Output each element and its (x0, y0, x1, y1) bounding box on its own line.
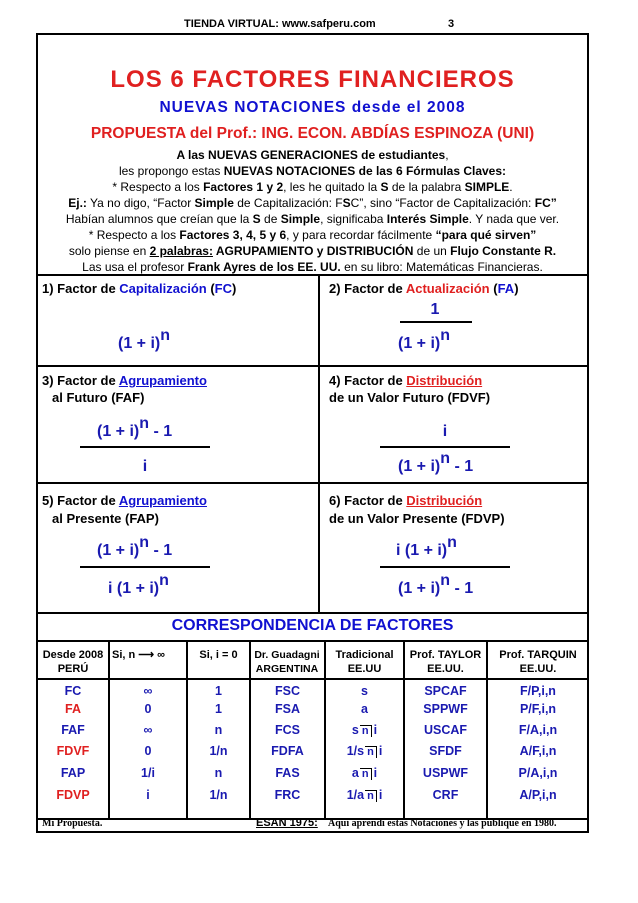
divider (36, 612, 589, 614)
table-cell: ∞ (143, 723, 153, 737)
divider (36, 678, 589, 680)
intro-line-8: Las usa el profesor Frank Ayres de los EE. UU. en su libro: Matemáticas Financieras. (82, 260, 543, 274)
table-cell: 1/n (209, 744, 228, 758)
table-cell: 1/a n i (346, 788, 383, 802)
table-cell: 1 (215, 702, 222, 716)
divider (36, 640, 589, 642)
table-cell: n (214, 723, 223, 737)
table-cell: 1/i (141, 766, 155, 780)
table-cell: 1/n (209, 788, 228, 802)
fraction-bar (80, 446, 210, 448)
table-cell: A/F,i,n (519, 744, 557, 758)
table-cell: FRC (274, 788, 301, 802)
table-cell: a (361, 702, 368, 716)
col-header-tarquin: Prof. TARQUIN EE.UU. (499, 649, 577, 675)
col-header-taylor: Prof. TAYLOR EE.UU. (409, 649, 482, 675)
fraction-bar (80, 566, 210, 568)
factor-4-subtitle: de un Valor Futuro (FDVF) (329, 390, 491, 405)
angle-rate: i (378, 744, 383, 758)
table-cell: 1/s n i (346, 744, 383, 758)
factor-4-title: 4) Factor de Distribución (329, 373, 483, 388)
table-cell: 1 (215, 684, 222, 698)
site-url: TIENDA VIRTUAL: www.safperu.com (184, 18, 376, 30)
table-cell: SFDF (429, 744, 462, 758)
divider (36, 482, 589, 484)
subtitle: NUEVAS NOTACIONES desde el 2008 (159, 99, 466, 116)
table-cell: ∞ (143, 684, 153, 698)
factor-2-title: 2) Factor de Actualización (FA) (329, 281, 519, 296)
column-divider (318, 274, 320, 612)
table-cell: i (146, 788, 150, 802)
table-cell: FAF (61, 723, 85, 737)
table-cell: USCAF (423, 723, 468, 737)
factor-2-numerator: 1 (430, 301, 440, 318)
table-cell: USPWF (422, 766, 469, 780)
col-header-guadagni: Dr. Guadagni ARGENTINA (254, 649, 320, 675)
factor-4-numerator: i (442, 423, 448, 440)
factor-5-subtitle: al Presente (FAP) (52, 511, 159, 526)
factor-6-denominator: $(1 + i)^n - 1$ (398, 571, 474, 597)
factor-1-formula: $(1 + i)^n$ (118, 326, 171, 352)
fraction-bar (400, 321, 472, 323)
intro-line-7: solo piense en 2 palabras: AGRUPAMIENTO y DISTRIBUCIÓN de un Flujo Constante R. (68, 244, 557, 258)
footer-right: Aquí aprendí estas Notaciones y las publiqué en 1980. (328, 818, 557, 829)
factor-6-title: 6) Factor de Distribución (329, 493, 483, 508)
factor-3-subtitle: al Futuro (FAF) (52, 390, 145, 405)
angle-rate: i (373, 723, 378, 737)
table-cell: SPPWF (423, 702, 468, 716)
table-cell: s n i (351, 723, 378, 737)
table-cell: FSC (275, 684, 300, 698)
fraction-bar (380, 566, 510, 568)
table-cell: FDVF (56, 744, 90, 758)
table-cell: FDFA (271, 744, 304, 758)
table-cell: FA (65, 702, 81, 716)
table-cell: FAP (60, 766, 86, 780)
factor-2-denominator: $(1 + i)^n$ (398, 326, 451, 352)
factor-5-numerator: $(1 + i)^n - 1$ (97, 533, 173, 559)
fraction-bar (380, 446, 510, 448)
factor-5-denominator: i $(1 + i)^n$ (108, 571, 169, 597)
intro-line-2: les propongo estas NUEVAS NOTACIONES de las 6 Fórmulas Claves: (118, 164, 507, 178)
intro-line-6: * Respecto a los Factores 3, 4, 5 y 6, y para recordar fácilmente “para qué sirven” (88, 228, 537, 242)
table-cell: n (214, 766, 223, 780)
intro-line-3: * Respecto a los Factores 1 y 2, les he quitado la S de la palabra SIMPLE. (112, 180, 513, 194)
table-cell: FDVP (56, 788, 90, 802)
table-cell: F/A,i,n (518, 723, 558, 737)
col-header-n-infinity: Si, n ⟶ ∞ (112, 649, 165, 661)
divider (36, 274, 589, 276)
table-cell: FSA (275, 702, 300, 716)
factor-3-numerator: $(1 + i)^n - 1$ (97, 414, 173, 440)
table-cell: FCS (275, 723, 300, 737)
col-header-traditional: Tradicional EE.UU (335, 649, 394, 675)
intro-line-5: Habían alumnos que creían que la S de Simple, significaba Interés Simple. Y nada que ver. (65, 212, 560, 226)
footer-left: Mi Propuesta. (42, 818, 103, 829)
actuarial-angle: n (365, 746, 377, 758)
proposal-line: PROPUESTA del Prof.: ING. ECON. ABDÍAS ESPINOZA (UNI) (90, 125, 535, 142)
actuarial-angle: n (360, 725, 372, 737)
factor-6-numerator: i $(1 + i)^n$ (396, 533, 457, 559)
intro-line-1: A las NUEVAS GENERACIONES de estudiantes, (176, 148, 449, 162)
angle-rate: i (378, 788, 383, 802)
table-cell: s (361, 684, 368, 698)
factor-6-subtitle: de un Valor Presente (FDVP) (329, 511, 505, 526)
table-cell: P/A,i,n (518, 766, 558, 780)
angle-rate: i (373, 766, 378, 780)
table-cell: CRF (432, 788, 459, 802)
col-header-i-zero: Si, i = 0 (199, 649, 238, 661)
table-cell: SPCAF (424, 684, 467, 698)
table-cell: F/P,i,n (520, 684, 556, 698)
actuarial-angle: n (360, 768, 372, 780)
factor-3-title: 3) Factor de Agrupamiento (42, 373, 207, 388)
table-cell: FAS (275, 766, 300, 780)
arrow-right-icon: ⟶ (138, 649, 155, 661)
factor-5-title: 5) Factor de Agrupamiento (42, 493, 207, 508)
footer-esan: ESAN 1975: (256, 817, 318, 829)
table-cell: P/F,i,n (519, 702, 557, 716)
intro-line-4: Ej.: Ya no digo, “Factor Simple de Capitalización: FSC”, sino “Factor de Capitalización: FC” (68, 196, 557, 210)
table-cell: 0 (144, 744, 152, 758)
actuarial-angle: n (365, 790, 377, 802)
factor-1-title: 1) Factor de Capitalización (FC) (42, 281, 237, 296)
page-number: 3 (448, 18, 455, 30)
col-header-peru: Desde 2008 PERÚ (42, 649, 104, 675)
table-cell: FC (64, 684, 82, 698)
divider (36, 365, 589, 367)
factor-4-denominator: $(1 + i)^n - 1$ (398, 449, 474, 475)
table-cell: A/P,i,n (519, 788, 557, 802)
table-cell: 0 (144, 702, 152, 716)
correspondence-title: CORRESPONDENCIA DE FACTORES (171, 617, 454, 634)
page-title: LOS 6 FACTORES FINANCIEROS (110, 66, 515, 93)
factor-3-denominator: i (142, 458, 148, 475)
table-cell: a n i (351, 766, 378, 780)
